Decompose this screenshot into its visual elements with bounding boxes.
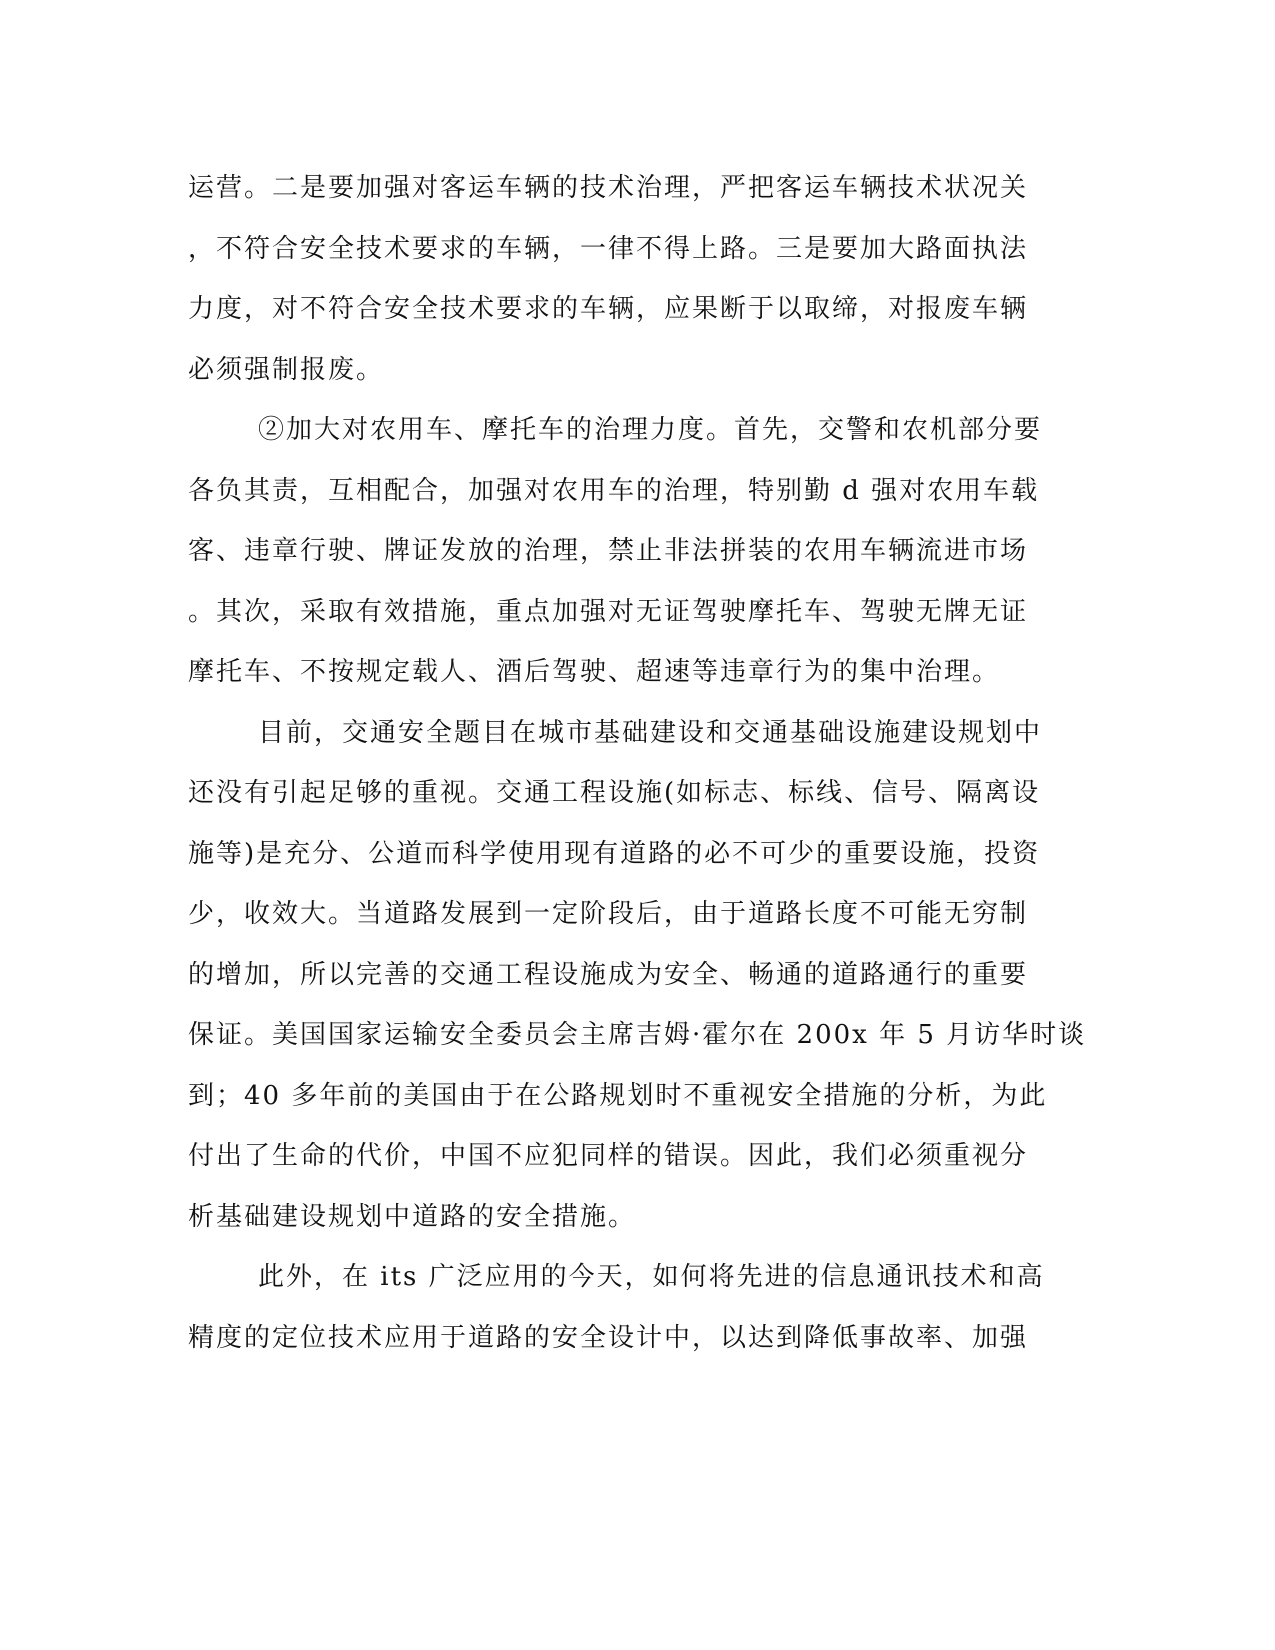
text-line: 少，收效大。当道路发展到一定阶段后，由于道路长度不可能无穷制 <box>188 899 1029 929</box>
text-line: 此外，在 its 广泛应用的今天，如何将先进的信息通讯技术和高 <box>258 1262 1045 1292</box>
paragraph-4 <box>188 1247 1088 1368</box>
text-line: 运营。二是要加强对客运车辆的技术治理，严把客运车辆技术状况关 <box>188 173 1029 203</box>
paragraph-3 <box>188 703 1088 1248</box>
text-line: 摩托车、不按规定载人、酒后驾驶、超速等违章行为的集中治理。 <box>188 657 1001 687</box>
text-line: ②加大对农用车、摩托车的治理力度。首先，交警和农机部分要 <box>258 415 1043 445</box>
text-line: 还没有引起足够的重视。交通工程设施(如标志、标线、信号、隔离设 <box>188 778 1041 808</box>
text-line: 必须强制报废。 <box>188 354 385 385</box>
body-text <box>188 158 1088 1368</box>
text-line: 客、违章行驶、牌证发放的治理，禁止非法拼装的农用车辆流进市场 <box>188 536 1029 566</box>
text-line: 精度的定位技术应用于道路的安全设计中，以达到降低事故率、加强 <box>188 1322 1029 1353</box>
text-line: 。其次，采取有效措施，重点加强对无证驾驶摩托车、驾驶无牌无证 <box>188 596 1029 627</box>
text-line: 施等)是充分、公道而科学使用现有道路的必不可少的重要设施，投资 <box>188 838 1041 869</box>
paragraph-1 <box>188 158 1088 400</box>
text-line: 各负其责，互相配合，加强对农用车的治理，特别勤 d 强对农用车载 <box>188 475 1040 506</box>
text-line: 付出了生命的代价，中国不应犯同样的错误。因此，我们必须重视分 <box>188 1141 1029 1171</box>
text-line: 力度，对不符合安全技术要求的车辆，应果断于以取缔，对报废车辆 <box>188 294 1029 324</box>
text-line: 到；40 多年前的美国由于在公路规划时不重视安全措施的分析，为此 <box>188 1080 1048 1111</box>
text-line: 析基础建设规划中道路的安全措施。 <box>188 1201 637 1232</box>
text-line: 的增加，所以完善的交通工程设施成为安全、畅通的道路通行的重要 <box>188 959 1029 990</box>
text-line: 目前，交通安全题目在城市基础建设和交通基础设施建设规划中 <box>258 717 1043 748</box>
text-line: 保证。美国国家运输安全委员会主席吉姆·霍尔在 200x 年 5 月访华时谈 <box>188 1020 1087 1050</box>
paragraph-2 <box>188 400 1088 703</box>
text-line: ，不符合安全技术要求的车辆，一律不得上路。三是要加大路面执法 <box>188 233 1029 264</box>
